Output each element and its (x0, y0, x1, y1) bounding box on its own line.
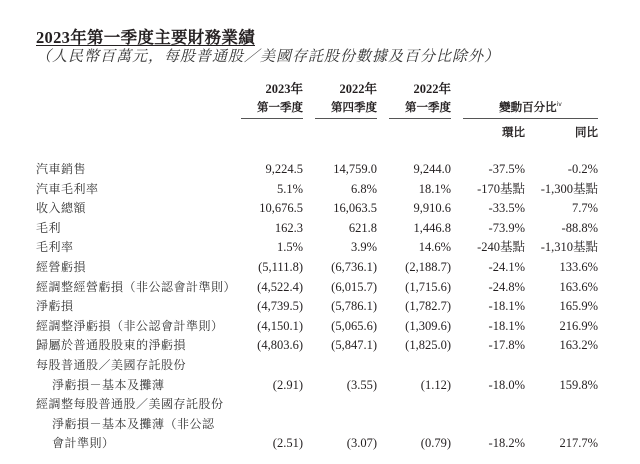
value-2022q4: (5,786.1) (331, 299, 377, 314)
yoy-header: 同比 (575, 125, 598, 139)
column-quarter: 第一季度 (257, 100, 303, 114)
value-yoy: 217.7% (559, 436, 598, 451)
header-divider (241, 118, 303, 119)
table-row (0, 258, 640, 278)
table-row (0, 415, 640, 435)
value-2023q1: (4,522.4) (257, 279, 303, 294)
table-row (0, 356, 640, 376)
column-header-2022q4 (315, 80, 377, 116)
row-label: 淨虧損 (36, 299, 74, 314)
row-label: 汽車銷售 (36, 162, 87, 176)
value-2023q1: (5,111.8) (258, 260, 303, 274)
header-divider (389, 118, 451, 119)
value-qoq: -24.8% (488, 279, 525, 294)
value-2022q4: (3.07) (346, 436, 377, 451)
page-subtitle: （人民幣百萬元，每股普通股／美國存託股份數據及百分比除外） (36, 49, 501, 65)
value-yoy: 159.8% (559, 377, 598, 392)
value-yoy: -1,300基點 (540, 181, 598, 196)
value-2022q1: (1,309.6) (405, 318, 451, 333)
value-qoq: -17.8% (488, 338, 525, 353)
column-header-2023q1 (241, 80, 303, 116)
row-label: 收入總額 (36, 201, 87, 216)
value-qoq: -170基點 (477, 181, 525, 196)
value-qoq: -18.1% (488, 318, 525, 333)
value-2022q1: 14.6% (418, 240, 451, 255)
value-yoy: -1,310基點 (540, 240, 598, 255)
value-2022q4: 6.8% (350, 181, 377, 196)
column-quarter: 第一季度 (405, 100, 451, 114)
value-2022q4: (6,736.1) (331, 260, 377, 274)
value-2022q1: 18.1% (418, 181, 451, 196)
footnote-marker: iv (556, 101, 562, 109)
value-2023q1: (4,150.1) (257, 318, 303, 333)
table-row (0, 160, 640, 180)
value-2022q4: 14,759.0 (333, 162, 377, 176)
value-yoy: -88.8% (561, 220, 598, 235)
value-qoq: -18.2% (488, 436, 525, 451)
value-2022q4: 3.9% (350, 240, 377, 255)
value-2022q1: (1,782.7) (405, 299, 451, 314)
value-2022q1: (1,715.6) (405, 279, 451, 294)
table-row (0, 376, 640, 396)
row-label: 毛利 (36, 220, 62, 235)
row-label: 經調整每股普通股／美國存託股份 (36, 397, 224, 412)
value-2023q1: (2.91) (272, 377, 303, 392)
column-header-2022q1 (389, 80, 451, 116)
value-2022q4: (5,847.1) (331, 338, 377, 353)
value-qoq: -240基點 (477, 240, 525, 255)
column-year: 2022年 (339, 82, 377, 96)
value-qoq: -73.9% (488, 220, 525, 235)
header-divider (315, 118, 377, 119)
row-label: 淨虧損－基本及攤薄（非公認 (52, 416, 215, 431)
value-2022q4: (5,065.6) (331, 318, 377, 333)
column-quarter: 第四季度 (331, 100, 377, 114)
value-2022q4: 621.8 (348, 220, 377, 235)
value-2022q1: (0.79) (420, 436, 451, 451)
row-label: 經調整經營虧損（非公認會計準則） (36, 279, 237, 294)
change-label: 變動百分比 (499, 100, 557, 114)
page-title: 2023年第一季度主要財務業績 (36, 28, 255, 47)
value-2023q1: 1.5% (276, 240, 303, 255)
row-label: 汽車毛利率 (36, 181, 99, 196)
table-row (0, 395, 640, 415)
value-2022q1: 9,244.0 (413, 162, 451, 176)
row-label: 會計準則） (52, 436, 115, 451)
column-year: 2022年 (413, 82, 451, 96)
value-qoq: -18.1% (488, 299, 525, 314)
value-2023q1: (4,803.6) (257, 338, 303, 353)
value-2022q1: (1,825.0) (405, 338, 451, 353)
table-row (0, 278, 640, 298)
value-2022q1: (1.12) (420, 377, 451, 392)
row-label: 歸屬於普通股股東的淨虧損 (36, 338, 187, 353)
table-row (0, 336, 640, 356)
row-label: 淨虧損－基本及攤薄 (52, 377, 165, 392)
value-2023q1: 5.1% (276, 181, 303, 196)
value-2023q1: 162.3 (274, 220, 303, 235)
row-label: 每股普通股／美國存託股份 (36, 358, 187, 372)
row-label: 毛利率 (36, 240, 74, 255)
value-qoq: -18.0% (488, 377, 525, 392)
table-row (0, 238, 640, 258)
value-yoy: 163.2% (559, 338, 598, 353)
table-row (0, 317, 640, 337)
value-qoq: -33.5% (488, 201, 525, 216)
value-2022q1: 1,446.8 (413, 220, 451, 235)
column-year: 2023年 (265, 82, 303, 96)
value-2023q1: (2.51) (272, 436, 303, 451)
value-yoy: 7.7% (571, 201, 598, 216)
value-2022q4: (6,015.7) (331, 279, 377, 294)
row-label: 經調整淨虧損（非公認會計準則） (36, 318, 224, 333)
row-label: 經營虧損 (36, 260, 87, 274)
value-yoy: 216.9% (559, 318, 598, 333)
table-row (0, 219, 640, 239)
value-2023q1: 9,224.5 (265, 162, 303, 176)
value-qoq: -24.1% (488, 260, 525, 274)
table-row (0, 180, 640, 200)
table-row (0, 199, 640, 219)
value-yoy: 165.9% (559, 299, 598, 314)
table-row (0, 297, 640, 317)
change-percentage-header (463, 99, 598, 115)
value-yoy: -0.2% (567, 162, 598, 176)
value-2022q1: (2,188.7) (405, 260, 451, 274)
value-2023q1: 10,676.5 (259, 201, 303, 216)
value-yoy: 163.6% (559, 279, 598, 294)
value-yoy: 133.6% (559, 260, 598, 274)
value-2022q4: (3.55) (346, 377, 377, 392)
value-2023q1: (4,739.5) (257, 299, 303, 314)
header-divider (463, 118, 598, 119)
value-2022q1: 9,910.6 (413, 201, 451, 216)
value-qoq: -37.5% (488, 162, 525, 176)
table-row (0, 434, 640, 454)
value-2022q4: 16,063.5 (333, 201, 377, 216)
qoq-header: 環比 (502, 125, 525, 139)
